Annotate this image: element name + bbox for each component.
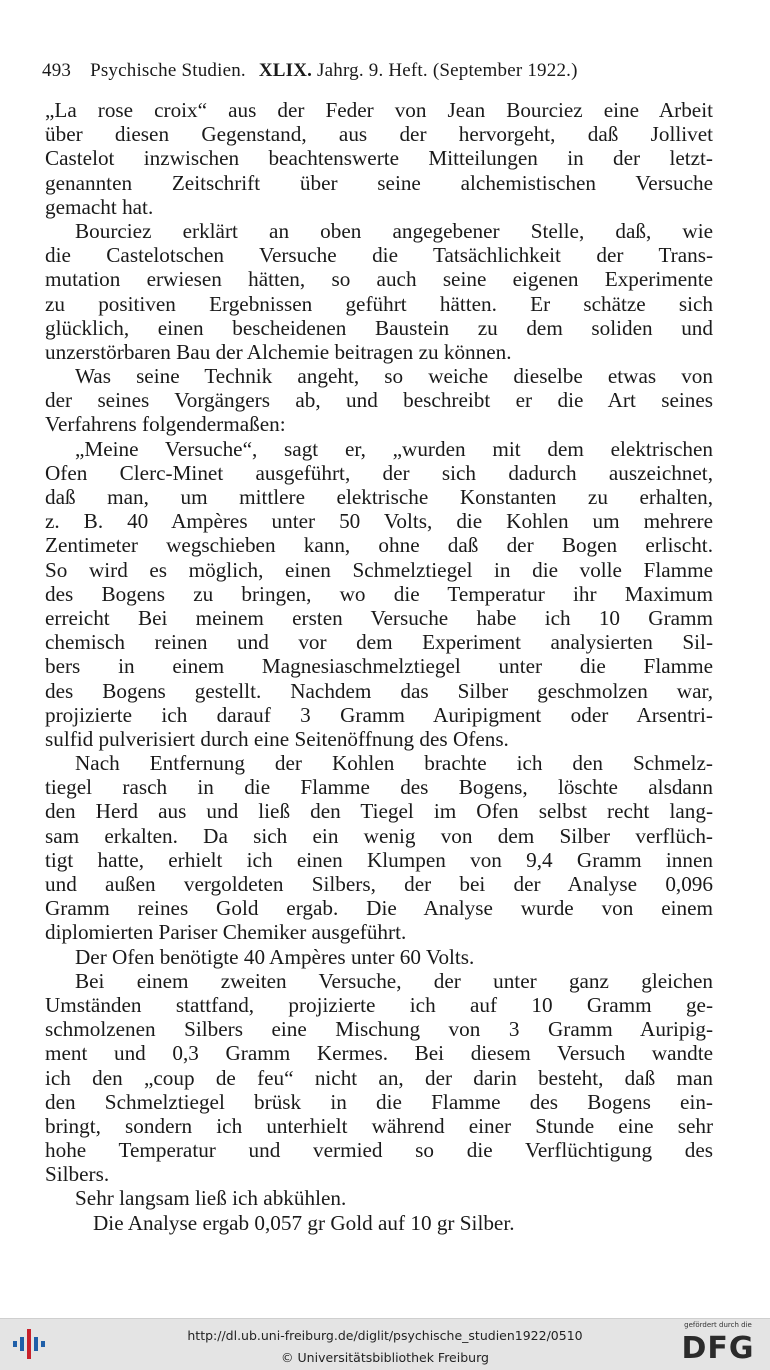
text-line: ment und 0,3 Gramm Kermes. Bei diesem Versuch wandte xyxy=(45,1041,713,1066)
text-line: erreicht Bei meinem ersten Versuche habe ich 10 Gramm xyxy=(45,605,713,630)
text-line: ich den „coup de feu“ nicht an, der darin besteht, daß man xyxy=(45,1065,713,1090)
text-line: chemisch reinen und vor dem Experiment analysierten Sil- xyxy=(45,630,713,655)
text-line: sulfid pulverisiert durch eine Seitenöffnung des Ofens. xyxy=(45,726,509,751)
text-line: Die Analyse ergab 0,057 gr Gold auf 10 gr Silber. xyxy=(93,1210,515,1235)
running-header xyxy=(42,60,722,82)
text-line: und außen vergoldeten Silbers, der bei der Analyse 0,096 xyxy=(45,872,713,896)
text-line: sam erkalten. Da sich ein wenig von dem Silber verflüch- xyxy=(45,823,713,848)
copyright-notice: © Universitätsbibliothek Freiburg xyxy=(281,1350,489,1365)
text-line: Silbers. xyxy=(45,1162,110,1187)
text-line: z. B. 40 Ampères unter 50 Volts, die Kohlen um mehrere xyxy=(45,509,713,534)
text-line: „La rose croix“ aus der Feder von Jean Bourciez eine Arbeit xyxy=(45,98,713,122)
source-url[interactable]: http://dl.ub.uni-freiburg.de/diglit/psychische_studien1922/0510 xyxy=(187,1328,583,1343)
text-line: die Castelotschen Versuche die Tatsächlichkeit der Trans- xyxy=(45,243,713,268)
text-line: genannten Zeitschrift über seine alchemistischen Versuche xyxy=(45,170,713,195)
text-line: Der Ofen benötigte 40 Ampères unter 60 Volts. xyxy=(75,944,475,969)
text-line: Castelot inzwischen beachtenswerte Mitteilungen in der letzt- xyxy=(45,146,713,171)
text-line: des Bogens zu bringen, wo die Temperatur ihr Maximum xyxy=(45,581,713,606)
text-line: hohe Temperatur und vermied so die Verflüchtigung des xyxy=(45,1138,713,1163)
text-line: der seines Vorgängers ab, und beschreibt er die Art seines xyxy=(45,388,713,413)
viewer-footer xyxy=(0,1318,770,1370)
text-line: glücklich, einen bescheidenen Baustein zu dem soliden und xyxy=(45,315,713,340)
text-line: So wird es möglich, einen Schmelztiegel in die volle Flamme xyxy=(45,557,713,582)
text-line: Ofen Clerc-Minet ausgeführt, der sich dadurch auszeichnet, xyxy=(45,460,713,485)
text-line: zu positiven Ergebnissen geführt hätten. Er schätze sich xyxy=(45,291,713,316)
year-issue: Jahrg. 9. Heft. xyxy=(317,60,428,81)
text-line: schmolzenen Silbers eine Mischung von 3 Gramm Auripig- xyxy=(45,1017,713,1042)
text-line: „Meine Versuche“, sagt er, „wurden mit dem elektrischen xyxy=(75,436,713,461)
text-line: Sehr langsam ließ ich abkühlen. xyxy=(75,1186,347,1211)
text-line: des Bogens gestellt. Nachdem das Silber geschmolzen war, xyxy=(45,678,713,703)
text-line: Verfahrens folgendermaßen: xyxy=(45,412,286,437)
text-line: Gramm reines Gold ergab. Die Analyse wurde von einem xyxy=(45,896,713,921)
text-line: über diesen Gegenstand, aus der hervorgeht, daß Jollivet xyxy=(45,122,713,147)
text-line: Was seine Technik angeht, so weiche dieselbe etwas von xyxy=(75,364,713,389)
text-line: den Herd aus und ließ den Tiegel im Ofen selbst recht lang- xyxy=(45,799,713,824)
text-line: tigt hatte, erhielt ich einen Klumpen von 9,4 Gramm innen xyxy=(45,847,713,872)
body-text xyxy=(45,98,713,1235)
text-line: Nach Entfernung der Kohlen brachte ich den Schmelz- xyxy=(75,751,713,776)
text-line: Bei einem zweiten Versuche, der unter ganz gleichen xyxy=(75,968,713,993)
text-line: Umständen stattfand, projizierte ich auf 10 Gramm ge- xyxy=(45,992,713,1017)
text-line: unzerstörbaren Bau der Alchemie beitragen zu können. xyxy=(45,339,512,364)
text-line: projizierte ich darauf 3 Gramm Auripigment oder Arsentri- xyxy=(45,702,713,727)
text-line: tiegel rasch in die Flamme des Bogens, löschte alsdann xyxy=(45,775,713,800)
text-line: mutation erwiesen hätten, so auch seine eigenen Experimente xyxy=(45,267,713,292)
page-number: 493 xyxy=(42,60,72,81)
text-line: daß man, um mittlere elektrische Konstanten zu erhalten, xyxy=(45,485,713,509)
journal-title: Psychische Studien. xyxy=(90,60,246,81)
text-line: den Schmelztiegel brüsk in die Flamme des Bogens ein- xyxy=(45,1089,713,1114)
text-line: gemacht hat. xyxy=(45,194,154,219)
text-line: Zentimeter wegschieben kann, ohne daß der Bogen erlischt. xyxy=(45,533,713,558)
text-line: bringt, sondern ich unterhielt während einer Stunde eine sehr xyxy=(45,1113,713,1138)
issue-date: (September 1922.) xyxy=(432,60,578,81)
text-line: bers in einem Magnesiaschmelztiegel unter die Flamme xyxy=(45,654,713,679)
dfg-logo-icon: DFG xyxy=(681,1331,755,1366)
dfg-caption: gefördert durch die xyxy=(684,1321,752,1329)
text-line: Bourciez erklärt an oben angegebener Stelle, daß, wie xyxy=(75,218,713,243)
volume: XLIX. xyxy=(258,60,313,81)
text-line: diplomierten Pariser Chemiker ausgeführt. xyxy=(45,920,407,945)
